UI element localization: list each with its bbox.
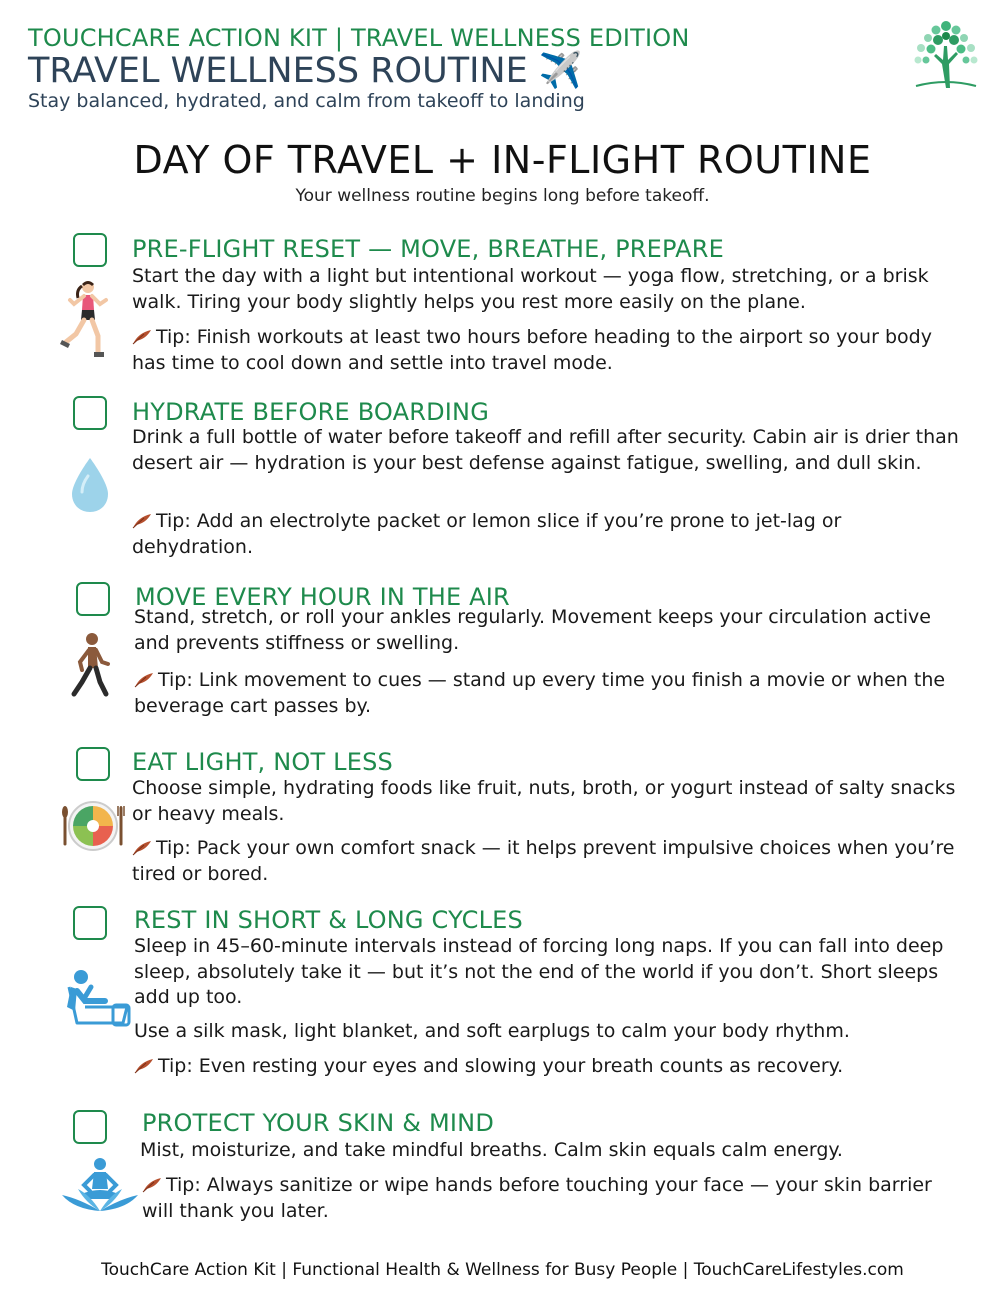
feather-icon [132,840,152,856]
step-checkbox[interactable] [73,1110,107,1144]
section-heading: DAY OF TRAVEL + IN-FLIGHT ROUTINE [133,138,872,182]
step-checkbox[interactable] [76,582,110,616]
section-subheading: Your wellness routine begins long before takeoff. [295,186,710,206]
step-tip-text: Tip: Pack your own comfort snack — it helps prevent impulsive choices when you’re tired or bored. [132,837,955,885]
step-tip [132,325,962,376]
step-description: Choose simple, hydrating foods like fruit, nuts, broth, or yogurt instead of salty snacks or heavy meals. [132,777,956,825]
step-description: Mist, moisturize, and take mindful breaths. Calm skin equals calm energy. [140,1139,843,1161]
water-drop-icon [68,456,112,514]
step-title: PRE-FLIGHT RESET — MOVE, BREATHE, PREPARE [132,235,725,263]
feather-icon [134,1058,154,1074]
page-footer: TouchCare Action Kit | Functional Health & Wellness for Busy People | TouchCareLifestyles.com [101,1260,904,1280]
feather-icon [142,1177,162,1193]
document-title: TRAVEL WELLNESS ROUTINE ✈️ [28,51,583,91]
step-tip-text: Tip: Add an electrolyte packet or lemon slice if you’re prone to jet-lag or dehydration. [132,510,842,558]
step-description: Start the day with a light but intentional workout — yoga flow, stretching, or a brisk walk. Tiring your body slightly helps you rest more easily on the plane. [132,265,929,313]
running-woman-icon [58,278,114,360]
step-checkbox[interactable] [73,906,107,940]
step-tip [134,1054,974,1080]
step-tip-text: Tip: Link movement to cues — stand up every time you finish a movie or when the beverage cart passes by. [134,669,946,717]
step-title: REST IN SHORT & LONG CYCLES [134,906,523,934]
step-title: MOVE EVERY HOUR IN THE AIR [135,583,510,611]
feather-icon [132,329,152,345]
walking-person-icon [68,632,112,698]
step-title: EAT LIGHT, NOT LESS [132,748,393,776]
feather-icon [132,513,152,529]
step-title: PROTECT YOUR SKIN & MIND [142,1109,495,1137]
step-tip [132,836,982,887]
feather-icon [134,672,154,688]
document-subtitle: Stay balanced, hydrated, and calm from takeoff to landing [28,90,585,112]
step-checkbox[interactable] [73,396,107,430]
step-description: Stand, stretch, or roll your ankles regularly. Movement keeps your circulation active and prevents stiffness or swelling. [134,606,931,654]
step-checkbox[interactable] [73,233,107,267]
food-plate-icon [60,798,126,854]
step-checkbox[interactable] [76,747,110,781]
step-tip [142,1173,962,1224]
tree-logo-icon [906,16,986,90]
step-description-extra: Use a silk mask, light blanket, and soft earplugs to calm your body rhythm. [134,1020,850,1042]
step-tip-text: Tip: Even resting your eyes and slowing your breath counts as recovery. [158,1055,844,1077]
step-description: Sleep in 45–60-minute intervals instead of forcing long naps. If you can fall into deep sleep, absolutely take it — but it’s not the end of the world if you don’t. Short sleeps add up too. [134,935,944,1008]
step-tip [134,668,964,719]
kit-edition-label: TOUCHCARE ACTION KIT | TRAVEL WELLNESS EDITION [28,24,690,52]
step-description: Drink a full bottle of water before takeoff and refill after security. Cabin air is drier than desert air — hydration is your best defense against fatigue, swelling, and dull skin. [132,426,959,474]
meditation-lotus-icon [60,1155,140,1213]
step-tip-text: Tip: Finish workouts at least two hours before heading to the airport so your body has time to cool down and settle into travel mode. [132,326,932,374]
reclining-seat-icon [63,967,135,1031]
step-tip-text: Tip: Always sanitize or wipe hands before touching your face — your skin barrier will thank you later. [142,1174,932,1222]
step-tip [132,509,962,560]
step-title: HYDRATE BEFORE BOARDING [132,398,490,426]
